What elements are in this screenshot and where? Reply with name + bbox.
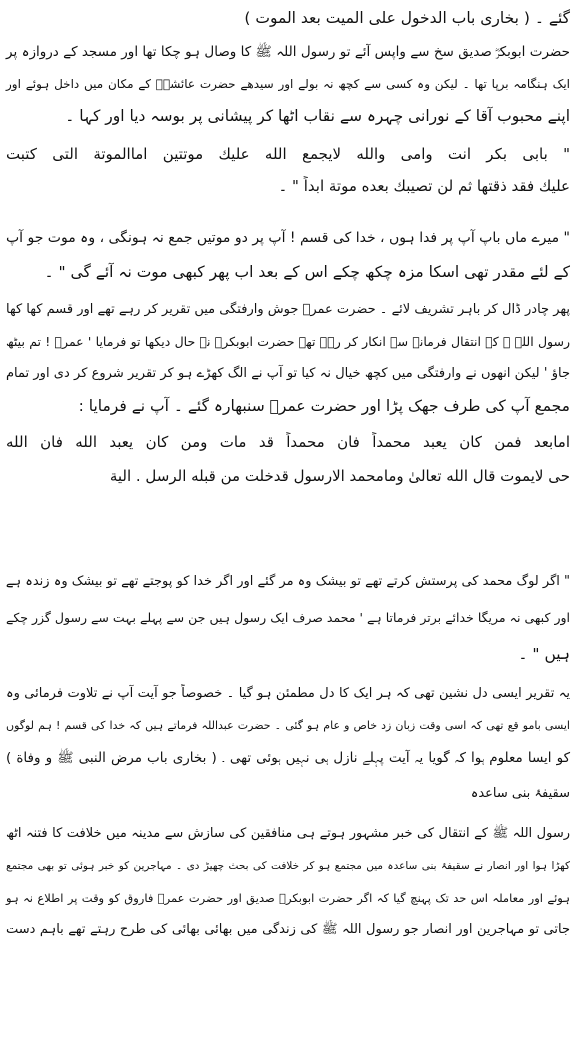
arabic-quote-line: حی لایموت قال الله تعالیٰ ومامحمد الارسول قدخلت من قبله الرسل . الیة xyxy=(109,467,570,485)
text-line: اور کبھی نہ مریگا خدائے برتر فرماتا ہے ' محمد صرف ایک رسول ہیں جن سے پہلے بہت سے رسول گزر چکے xyxy=(6,610,570,625)
arabic-quote-line: علیك فقد ذقتها ثم لن تصیبك بعده موتة ابداً " ۔ xyxy=(278,177,570,195)
text-line: جاؤ ' لیکن انھوں نے وارفتگی میں کچھ خیال نہ کیا تو آپ نے الگ کھڑے ہو کر تقریر شروع کر دی اور تمام xyxy=(6,366,570,381)
text-line: پھر چادر ڈال کر باہر تشریف لائے ۔ حضرت عمرؓ جوش وارفتگی میں تقریر کر رہے تھے اور قسم کھا کھا xyxy=(6,302,570,317)
text-line: یہ تقریر ایسی دل نشین تھی کہ ہر ایک کا دل مطمئن ہو گیا ۔ خصوصاً جو آیت آپ نے تلاوت فرمائی وہ xyxy=(6,686,570,701)
text-line: اپنے محبوب آقا کے نورانی چہرہ سے نقاب اٹھا کر پیشانی پر بوسہ دیا اور کہا ۔ xyxy=(65,107,570,125)
text-line: جاتی تو مہاجرین اور انصار جو رسول اللہ ﷺ کی زندگی میں بھائی بھائی کی طرح رہتے تھے باہم دست xyxy=(6,922,570,937)
text-line: مجمع آپ کی طرف جھک پڑا اور حضرت عمرؓ سنبھارہ گئے ۔ آپ نے فرمایا : xyxy=(78,397,570,415)
text-line: رسول اللہ ﷺ کے انتقال فرمانے سے انکار کر رہے تھے حضرت ابوبکرؓ نے حال دیکھا تو فرمایا ' عمرؓ ! تم بیٹھ xyxy=(6,334,570,349)
section-heading: سقیفۂ بنی ساعدہ xyxy=(470,786,570,801)
text-line: کو ایسا معلوم ہوا کہ گویا یہ آیت پہلے نازل ہی نہیں ہوئی تھی ۔ ( بخاری باب مرض النبی ﷺ و وفاة ) xyxy=(6,750,570,766)
text-line: ایک ہنگامہ برپا تھا ۔ لیکن وہ کسی سے کچھ نہ بولے اور سیدھے حضرت عائشہؓ کے مکان میں داخل ہوئے اور xyxy=(6,77,570,91)
arabic-quote-line: " بابی بکر انت وامی والله لایجمع الله علیك موتتین اماالموتة التی کتبت xyxy=(6,145,570,163)
text-line: ہیں " ۔ xyxy=(518,645,570,663)
text-line: " اگر لوگ محمد کی پرستش کرتے تھے تو بیشک وہ مر گئے اور اگر خدا کو پوجتے تھے تو بیشک وہ زندہ ہے xyxy=(5,574,570,589)
text-line: کھڑا ہوا اور انصار نے سقیفۂ بنی ساعدہ میں مجتمع ہو کر خلافت کی بحث چھیڑ دی ۔ مہاجرین کو خبر ہوئی تو بھی مجتمع xyxy=(6,860,570,872)
text-line: ایسی بامو قع تھی کہ اسی وقت زبان زد خاص و عام ہو گئی ۔ حضرت عبداللہ فرماتے ہیں کہ خدا کی قسم ! ہم لوگوں xyxy=(6,719,570,732)
text-line: گئے ۔ ( بخاری باب الدخول علی المیت بعد الموت ) xyxy=(244,9,570,27)
arabic-quote-line: امابعد فمن کان یعبد محمداً فان محمداً قد مات ومن کان یعبد الله فان الله xyxy=(6,433,570,451)
text-line: رسول اللہ ﷺ کے انتقال کی خبر مشہور ہوتے ہی منافقین کی سازش سے مدینہ میں خلافت کا فتنہ اٹھ xyxy=(6,826,570,841)
text-line: کے لئے مقدر تھی اسکا مزہ چکھ چکے اس کے بعد اب پھر کبھی موت نہ آئے گی " ۔ xyxy=(44,263,570,281)
text-line: ہوئے اور معاملہ اس حد تک پہنچ گیا کہ اگر حضرت ابوبکرؓ صدیق اور حضرت عمرؓ فاروق کو وقت پر اطلاع نہ ہو xyxy=(6,891,570,905)
text-line: " میرے ماں باپ آپ پر فدا ہوں ، خدا کی قسم ! آپ پر دو موتیں جمع نہ ہونگی ، وہ موت جو آپ xyxy=(5,230,570,246)
text-line: حضرت ابوبکرؓ صدیق سخ سے واپس آئے تو رسول اللہ ﷺ کا وصال ہو چکا تھا اور مسجد کے دروازہ پر xyxy=(6,44,570,60)
